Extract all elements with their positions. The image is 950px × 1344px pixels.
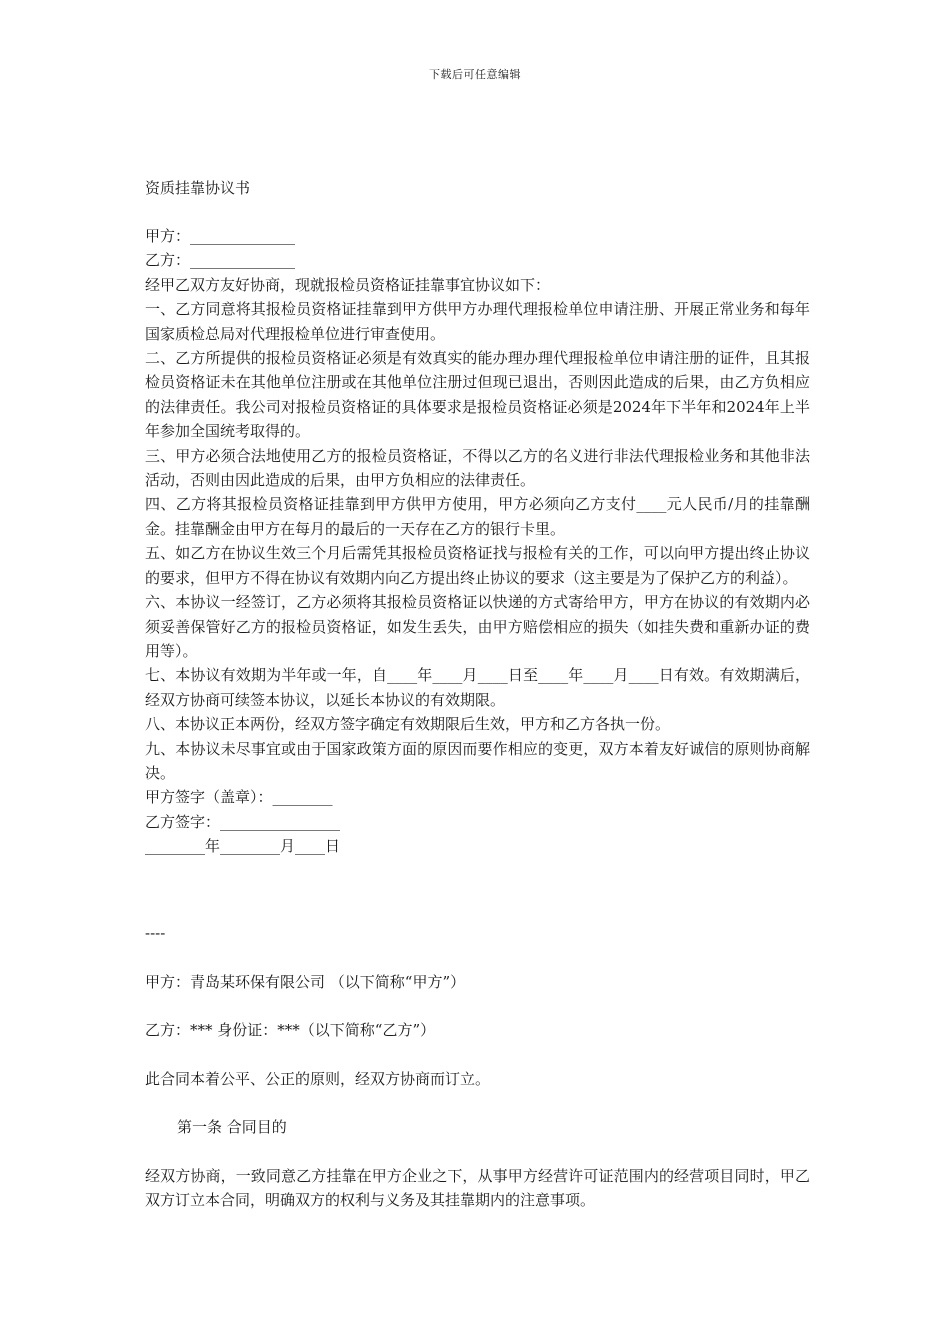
clause-7: 七、本协议有效期为半年或一年，自____年____月____日至____年____月____日有效。有效期满后，经双方协商可续签本协议，以延长本协议的有效期限。 [145, 666, 810, 709]
contract-party-b: 乙方：*** 身份证：***（以下简称“乙方”） [145, 1021, 436, 1040]
signature-date: ________年________月____日 [145, 837, 341, 856]
clause-4: 四、乙方将其报检员资格证挂靠到甲方供甲方使用，甲方必须向乙方支付____元人民币/月的挂靠酬金。挂靠酬金由甲方在每月的最后的一天存在乙方的银行卡里。 [145, 495, 810, 538]
clause-3: 三、甲方必须合法地使用乙方的报检员资格证，不得以乙方的名义进行非法代理报检业务和其他非法活动，否则由因此造成的后果，由甲方负相应的法律责任。 [145, 446, 810, 490]
clause-6: 六、本协议一经签订，乙方必须将其报检员资格证以快递的方式寄给甲方，甲方在协议的有效期内必须妥善保管好乙方的报检员资格证，如发生丢失，由甲方赔偿相应的损失（如挂失费和重新办证的费用等）。 [145, 593, 810, 660]
clause-8: 八、本协议正本两份，经双方签字确定有效期限后生效，甲方和乙方各执一份。 [145, 715, 671, 734]
clause-1: 一、乙方同意将其报检员资格证挂靠到甲方供甲方办理代理报检单位申请注册、开展正常业务和每年国家质检总局对代理报检单位进行审查使用。 [145, 300, 810, 343]
clause-5: 五、如乙方在协议生效三个月后需凭其报检员资格证找与报检有关的工作，可以向甲方提出终止协议的要求，但甲方不得在协议有效期内向乙方提出终止协议的要求（这主要是为了保护乙方的利益）。 [145, 544, 810, 587]
agreement-intro: 经甲乙双方友好协商，现就报检员资格证挂靠事宜协议如下： [145, 275, 551, 294]
document-title: 资质挂靠协议书 [145, 179, 251, 197]
contract-party-a: 甲方：青岛某环保有限公司 （以下简称“甲方”） [145, 973, 466, 991]
contract-principle: 此合同本着公平、公正的原则，经双方协商而订立。 [145, 1069, 491, 1088]
article-1-heading: 第一条 合同目的 [177, 1118, 287, 1137]
clause-2: 二、乙方所提供的报检员资格证必须是有效真实的能办理办理代理报检单位申请注册的证件，且其报检员资格证未在其他单位注册或在其他单位注册过但现已退出，否则因此造成的后果，由乙方负相应的法律责任。我公司对报检员资格证的具体要求是报检员资格证必须是2024年下半年和2024年上半年参加全国统考取得的。 [145, 349, 810, 441]
page-header-note: 下载后可任意编辑 [429, 68, 521, 81]
party-b-signature: 乙方签字：________________ [145, 812, 341, 831]
contract-body [145, 970, 810, 1236]
party-a-signature: 甲方签字（盖章）：________ [145, 788, 333, 807]
section-divider: ---- [145, 924, 166, 942]
article-1-body: 经双方协商，一致同意乙方挂靠在甲方企业之下，从事甲方经营许可证范围内的经营项目同时，甲乙双方订立本合同，明确双方的权利与义务及其挂靠期内的注意事项。 [145, 1166, 810, 1210]
clause-9: 九、本协议未尽事宜或由于国家政策方面的原因而要作相应的变更，双方本着友好诚信的原则协商解决。 [145, 739, 810, 782]
party-b-line: 乙方：______________ [145, 251, 296, 270]
agreement-body [145, 224, 810, 859]
party-a-line: 甲方：______________ [145, 227, 296, 245]
